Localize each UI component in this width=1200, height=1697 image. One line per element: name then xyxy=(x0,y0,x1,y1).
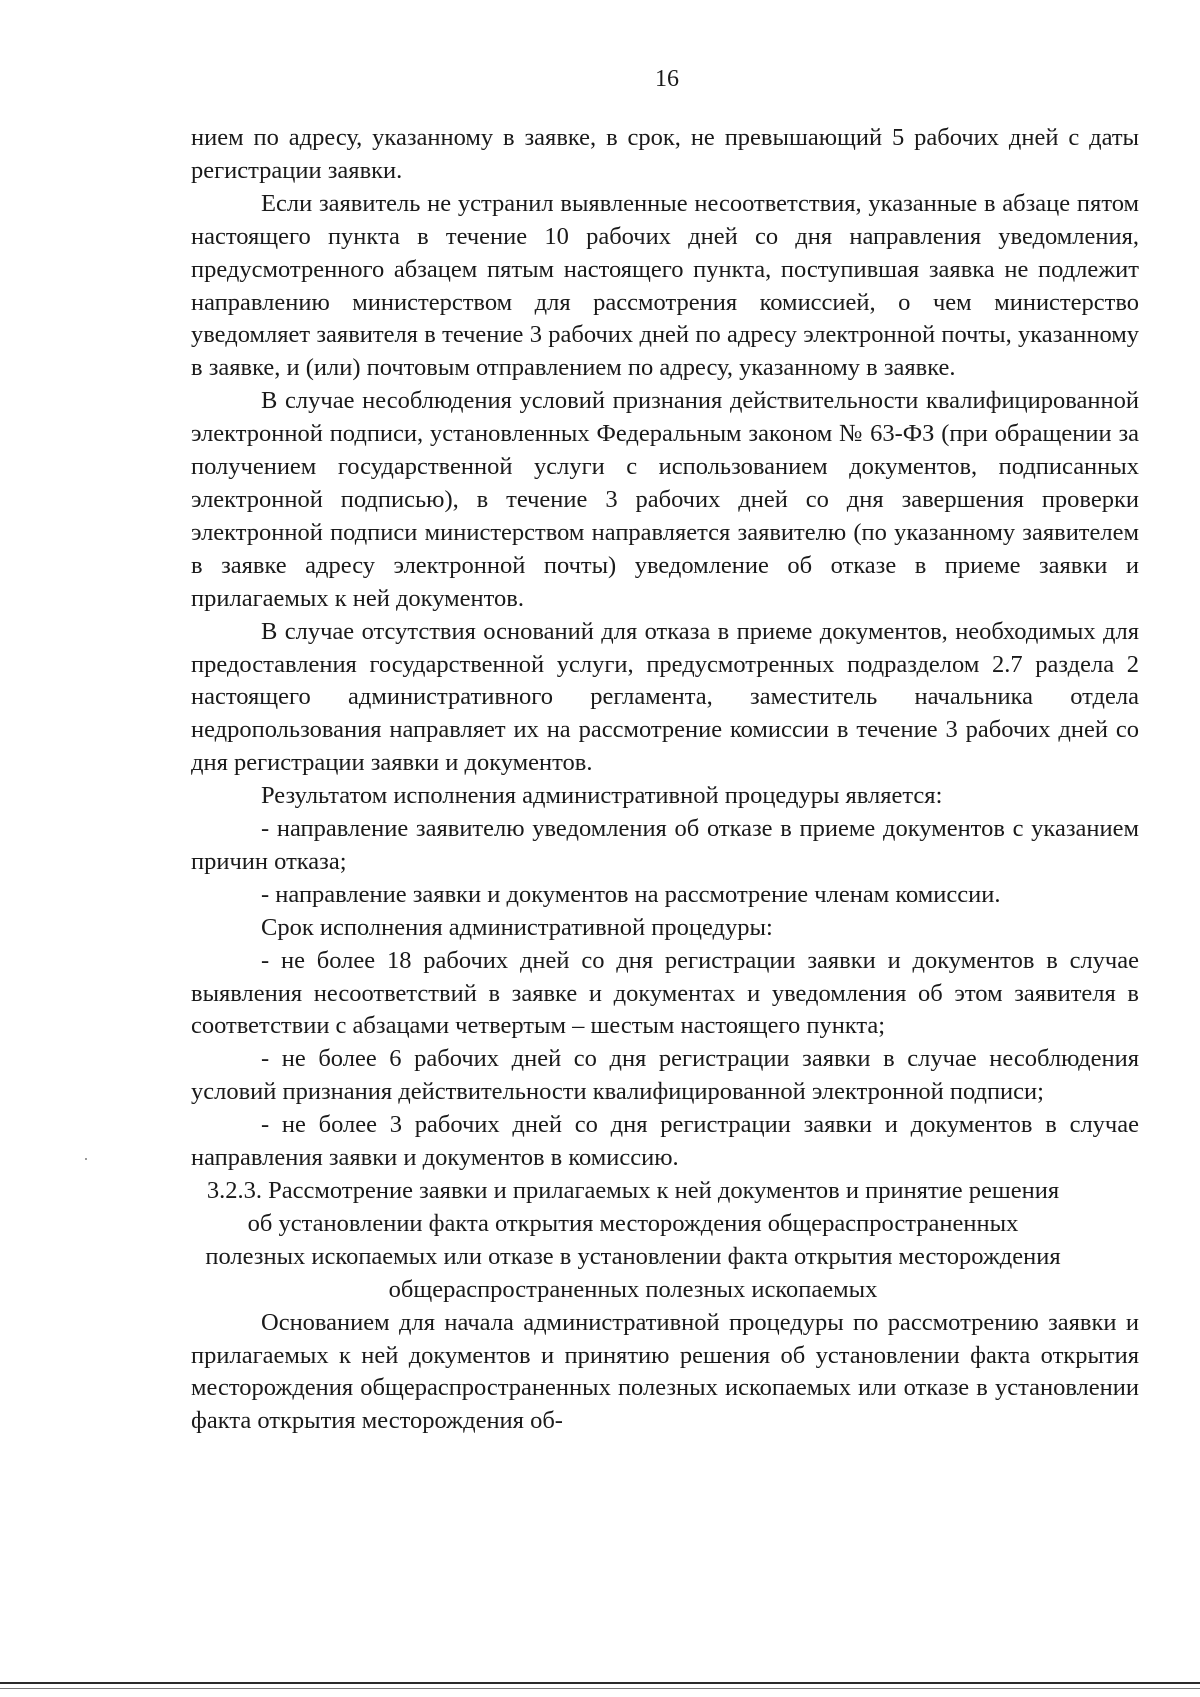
bottom-edge-line xyxy=(0,1682,1200,1684)
paragraph: Результатом исполнения административной процедуры является: xyxy=(261,782,943,810)
section-heading: 3.2.3. Рассмотрение заявки и прилагаемых к ней документов и принятие решения об установлении факта открытия месторождения общераспространенных полезных ископаемых или отказе в установлении факта открытия месторождения общераспространенных полезных ископаемых xyxy=(205,1177,1061,1303)
paragraph: Срок исполнения административной процедуры: xyxy=(261,913,773,941)
list-item: - направление заявителю уведомления об отказе в приеме документов с указанием причин отказа; xyxy=(191,815,1139,875)
document-body xyxy=(191,122,1139,1438)
paragraph: Основанием для начала административной процедуры по рассмотрению заявки и прилагаемых к ней документов и принятию решения об установлении факта открытия месторождения общераспространенных полезных ископаемых или отказе в установлении факта открытия месторождения об- xyxy=(191,1308,1139,1435)
paragraph: В случае несоблюдения условий признания действительности квалифицированной электронной подписи, установленных Федеральным законом № 63-ФЗ (при обращении за получением государственной услуги с использованием документов, подписанных электронной подписью), в течение 3 рабочих дней со дня завершения проверки электронной подписи министерством направляется заявителю (по указанному заявителем в заявке адресу электронной почты) уведомление об отказе в приеме заявки и прилагаемых к ней документов. xyxy=(191,387,1139,612)
page-number: 16 xyxy=(655,66,679,92)
paragraph: Если заявитель не устранил выявленные несоответствия, указанные в абзаце пятом настоящего пункта в течение 10 рабочих дней со дня направления уведомления, предусмотренного абзацем пятым настоящего пункта, поступившая заявка не подлежит направлению министерством для рассмотрения комиссией, о чем министерство уведомляет заявителя в течение 3 рабочих дней по адресу электронной почты, указанному в заявке, и (или) почтовым отправлением по адресу, указанному в заявке. xyxy=(191,189,1139,382)
list-item: - не более 18 рабочих дней со дня регистрации заявки и документов в случае выявления несоответствий в заявке и документах и уведомления об этом заявителя в соответствии с абзацами четвертым – шестым настоящего пункта; xyxy=(191,946,1139,1040)
list-item: - не более 6 рабочих дней со дня регистрации заявки в случае несоблюдения условий признания действительности квалифицированной электронной подписи; xyxy=(191,1045,1139,1106)
list-item: - не более 3 рабочих дней со дня регистрации заявки и документов в случае направления заявки и документов в комиссию. xyxy=(191,1111,1139,1172)
scan-margin-mark xyxy=(85,1158,87,1160)
paragraph: В случае отсутствия оснований для отказа в приеме документов, необходимых для предоставления государственной услуги, предусмотренных подразделом 2.7 раздела 2 настоящего административного регламента, заместитель начальника отдела недропользования направляет их на рассмотрение комиссии в течение 3 рабочих дней со дня регистрации заявки и документов. xyxy=(191,617,1139,777)
list-item: - направление заявки и документов на рассмотрение членам комиссии. xyxy=(261,880,1001,908)
paragraph: нием по адресу, указанному в заявке, в срок, не превышающий 5 рабочих дней с даты регистрации заявки. xyxy=(191,124,1139,184)
bottom-edge-line-secondary xyxy=(0,1688,1200,1689)
